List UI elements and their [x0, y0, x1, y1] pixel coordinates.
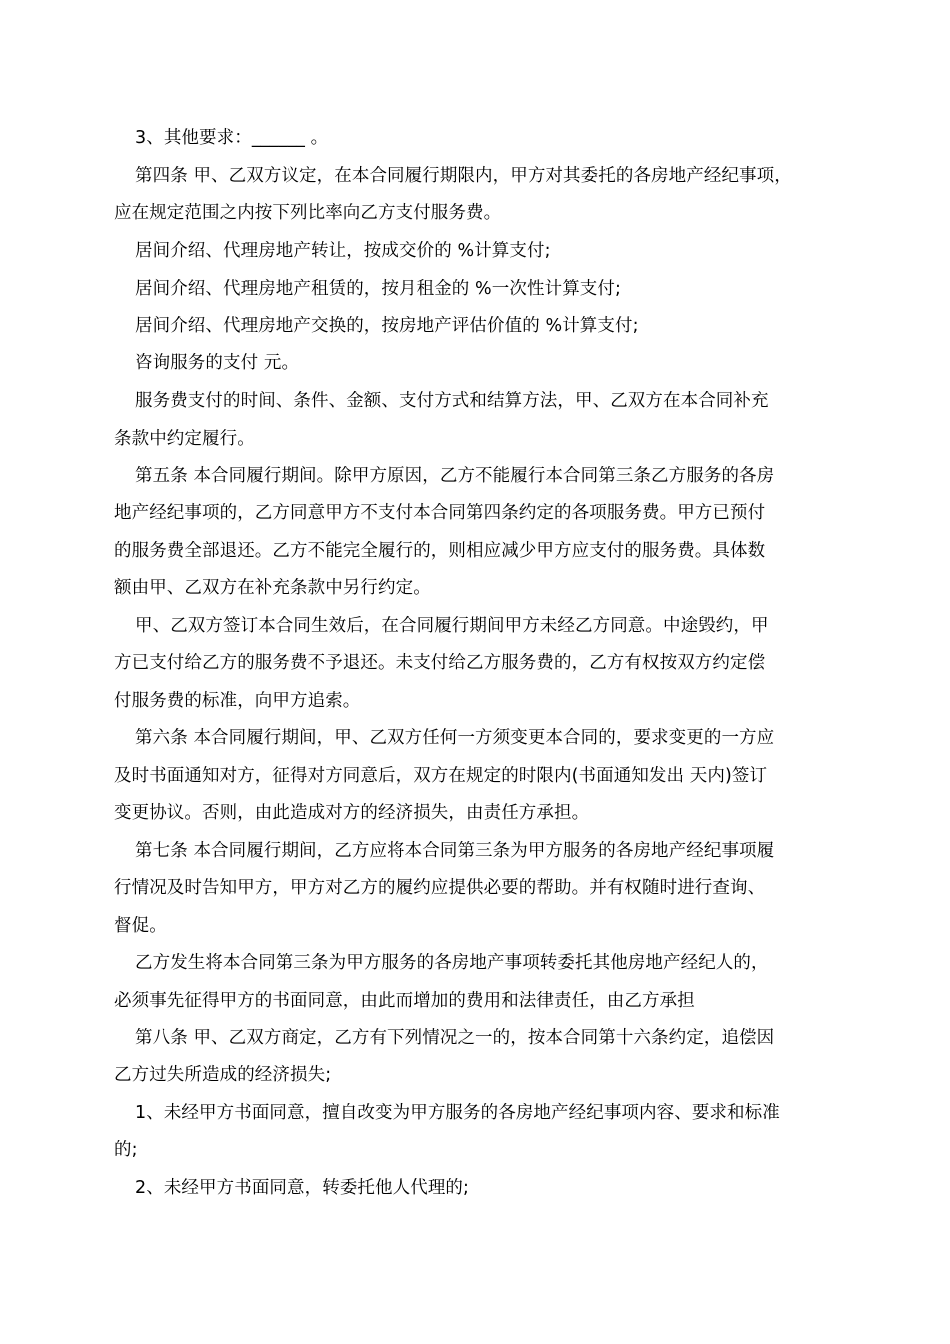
- text-line: 额由甲、乙双方在补充条款中另行约定。: [114, 578, 431, 598]
- text-line: 3、其他要求：______ 。: [135, 128, 329, 148]
- text-line: 居间介绍、代理房地产转让，按成交价的 %计算支付;: [135, 241, 551, 261]
- text-line: 第五条 本合同履行期间。除甲方原因，乙方不能履行本合同第三条乙方服务的各房: [135, 466, 775, 486]
- text-line: 乙方发生将本合同第三条为甲方服务的各房地产事项转委托其他房地产经纪人的，: [135, 953, 769, 973]
- text-line: 变更协议。否则，由此造成对方的经济损失，由责任方承担。: [114, 803, 590, 823]
- text-line: 咨询服务的支付 元。: [135, 353, 300, 373]
- text-line: 付服务费的标准，向甲方追索。: [114, 691, 361, 711]
- text-line: 1、未经甲方书面同意，擅自改变为甲方服务的各房地产经纪事项内容、要求和标准: [135, 1103, 780, 1123]
- text-line: 的;: [114, 1140, 138, 1160]
- text-line: 第六条 本合同履行期间，甲、乙双方任何一方须变更本合同的，要求变更的一方应: [135, 728, 775, 748]
- text-line: 及时书面通知对方，征得对方同意后，双方在规定的时限内(书面通知发出 天内)签订: [114, 766, 768, 786]
- text-line: 居间介绍、代理房地产交换的，按房地产评估价值的 %计算支付;: [135, 316, 639, 336]
- text-line: 第八条 甲、乙双方商定，乙方有下列情况之一的，按本合同第十六条约定，追偿因: [135, 1028, 775, 1048]
- text-line: 行情况及时告知甲方，甲方对乙方的履约应提供必要的帮助。并有权随时进行查询、: [114, 878, 766, 898]
- text-line: 乙方过失所造成的经济损失;: [114, 1065, 332, 1085]
- text-line: 甲、乙双方签订本合同生效后，在合同履行期间甲方未经乙方同意。中途毁约，甲: [135, 616, 769, 636]
- text-line: 居间介绍、代理房地产租赁的，按月租金的 %一次性计算支付;: [135, 279, 621, 299]
- text-line: 督促。: [114, 916, 167, 936]
- text-line: 第四条 甲、乙双方议定，在本合同履行期限内，甲方对其委托的各房地产经纪事项，: [135, 166, 792, 186]
- text-line: 的服务费全部退还。乙方不能完全履行的，则相应减少甲方应支付的服务费。具体数: [114, 541, 766, 561]
- text-line: 条款中约定履行。: [114, 429, 255, 449]
- text-line: 应在规定范围之内按下列比率向乙方支付服务费。: [114, 203, 502, 223]
- text-line: 地产经纪事项的，乙方同意甲方不支付本合同第四条约定的各项服务费。甲方已预付: [114, 503, 766, 523]
- text-line: 2、未经甲方书面同意，转委托他人代理的;: [135, 1178, 470, 1198]
- text-line: 服务费支付的时间、条件、金额、支付方式和结算方法，甲、乙双方在本合同补充: [135, 391, 769, 411]
- text-line: 第七条 本合同履行期间，乙方应将本合同第三条为甲方服务的各房地产经纪事项履: [135, 841, 775, 861]
- text-line: 方已支付给乙方的服务费不予退还。未支付给乙方服务费的，乙方有权按双方约定偿: [114, 653, 766, 673]
- text-line: 必须事先征得甲方的书面同意，由此而增加的费用和法律责任，由乙方承担: [114, 991, 695, 1011]
